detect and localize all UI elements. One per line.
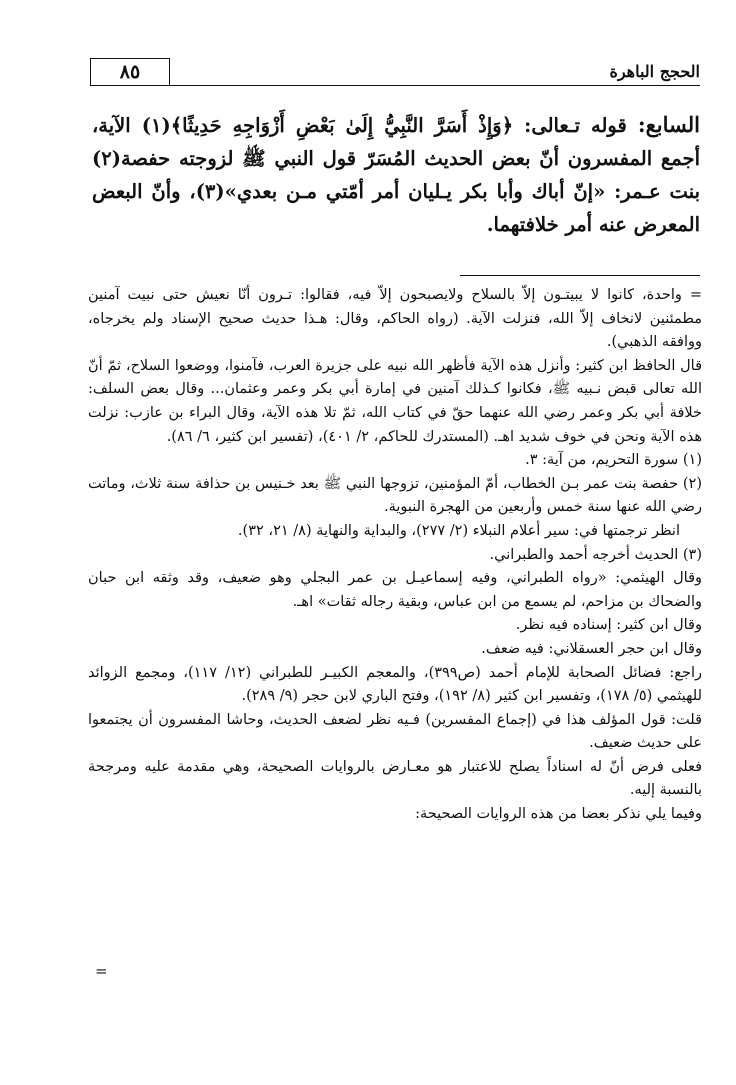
footnote-3-ibn-hajar: وقال ابن حجر العسقلاني: فيه ضعف. — [481, 640, 702, 657]
footnote-ibn-kathir: قال الحافظ ابن كثير: وأنزل هذه الآية فأظهر الله نبيه على جزيرة العرب، فآمنوا، ووضعوا السلاح، ثمّ أنّ الله تعالى قبض نـبيه ﷺ، فكانوا كـذلك آمنين في إمارة أبي بكر وعمر وعثمان... وقال بعض السلف: خلافة أبي بكر وعمر رضي الله عنهما حقّ في كتاب الله، ثمّ تلا هذه الآية، وقال البراء بن عازب: نزلت هذه الآية ونحن في خوف شديد اهـ. (المستدرك للحاكم، ٢/ ٤٠١)، (تفسير ابن كثير، ٦/ ٨٦). — [88, 357, 702, 445]
quran-verse: قوله تـعالى: ﴿وَإِذْ أَسَرَّ النَّبِيُّ إِلَىٰ بَعْضِ أَزْوَاجِهِ حَدِيثًا﴾ — [170, 114, 638, 137]
running-title: الحجج الباهرة — [609, 62, 700, 81]
footnote-3: (٣) الحديث أخرجه أحمد والطبراني. — [489, 546, 702, 563]
main-body-text — [92, 108, 700, 241]
page-header — [90, 58, 700, 92]
footnote-2: (٢) حفصة بنت عمر بـن الخطاب، أمّ المؤمنين، تزوجها النبي ﷺ بعد خـنيس بن حذافة سنة ثلاث، وماتت رضي الله عنها سنة خمس وأربعين من الهجرة النبوية. — [88, 475, 702, 516]
footnote-divider — [460, 275, 700, 276]
continuation-mark: = — [95, 962, 108, 980]
footnote-3-references: راجع: فضائل الصحابة للإمام أحمد (ص٣٩٩)، والمعجم الكبيـر للطبراني (١٢/ ١١٧)، ومجمع الزوائد للهيثمي (٥/ ١٧٨)، وتفسير ابن كثير (٨/ ١٩٢)، وفتح الباري لابن حجر (٩/ ٢٨٩). — [88, 664, 702, 705]
footnote-3-ibn-kathir: وقال ابن كثير: إسناده فيه نظر. — [515, 617, 702, 634]
page-number-box — [90, 58, 170, 85]
footnote-2-ref: انظر ترجمتها في: سير أعلام النبلاء (٢/ ٢٧٧)، والبداية والنهاية (٨/ ٢١، ٣٢). — [237, 522, 680, 539]
footnote-continuation: = واحدة، كانوا لا يبيتـون إلاّ بالسلاح ولايصبحون إلاّ فيه، فقالوا: تـرون أنّا نعيش حتى نبيت آمنين مطمئنين لانخاف إلاّ الله، فنزلت الآية. (رواه الحاكم، وقال: هـذا حديث صحيح الإسناد ولم يخرجاه، ووافقه الذهبي). — [88, 287, 702, 351]
footnote-3-haythami: وقال الهيثمي: «رواه الطبراني، وفيه إسماعيـل بن عمر البجلي وهو ضعيف، وقد وثقه ابن حبان والضحاك بن مزاحم، لم يسمع من ابن عباس، وبقية رجاله ثقات» اهـ. — [88, 570, 702, 610]
footnote-3-assumption: فعلى فرض أنّ له اسناداً يصلح للاعتبار هو معـارض بالروايات الصحيحة، وهي مقدمة عليه ومرجحة بالنسبة إليه. — [88, 758, 702, 799]
footnote-1: (١) سورة التحريم، من آية: ٣. — [525, 452, 702, 469]
footnotes — [88, 284, 702, 827]
footnote-3-comment: قلت: قول المؤلف هذا في (إجماع المفسرين) فـيه نظر لضعف الحديث، وحاشا المفسرون أن يجتمعوا على حديث ضعيف. — [88, 711, 702, 752]
lead-word: السابع: — [637, 112, 700, 137]
main-paragraph — [92, 108, 700, 241]
main-paragraph-body: (١) الآية، أجمع المفسرون أنّ بعض الحديث المُسَرّ قول النبي ﷺ لزوجته حفصة(٢) بنت عـمر: «إنّ أباك وأبا بكر يـليان أمر أمّتي مـن بعدي»(٣)، وأنّ البعض المعرض عنه أمر خلافتهما. — [92, 114, 701, 236]
footnote-3-following: وفيما يلي نذكر بعضا من هذه الروايات الصحيحة: — [415, 806, 702, 823]
page-number: ٨٥ — [119, 61, 141, 83]
header-rule — [90, 85, 700, 86]
